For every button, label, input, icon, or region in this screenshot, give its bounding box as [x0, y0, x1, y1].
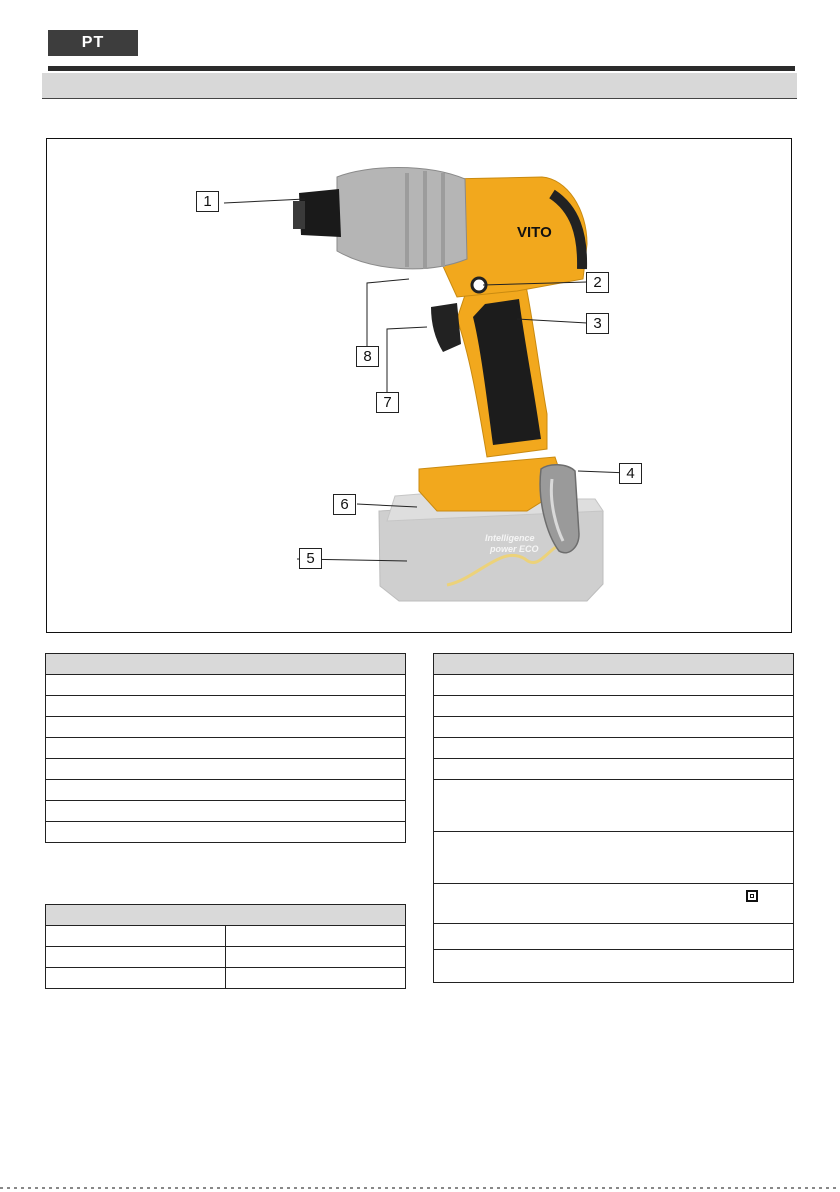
- parts-list-table: [45, 653, 406, 843]
- callout-8: 8: [356, 346, 379, 367]
- table-row: [46, 968, 226, 989]
- specifications-header: [434, 654, 794, 675]
- product-figure: [46, 138, 792, 633]
- table-row: [434, 717, 794, 738]
- callout-4: 4: [619, 463, 642, 484]
- callout-6: 6: [333, 494, 356, 515]
- table-row: [46, 675, 406, 696]
- table-row: [46, 696, 406, 717]
- table-row: [46, 947, 226, 968]
- header-rule: [48, 66, 795, 71]
- callout-2: 2: [586, 272, 609, 293]
- table-row: [46, 926, 226, 947]
- table-row: [46, 738, 406, 759]
- table-row: [434, 832, 794, 884]
- battery-print: Intelligence: [485, 533, 535, 543]
- symbols-table: [45, 904, 406, 989]
- table-row: [434, 696, 794, 717]
- callout-7: 7: [376, 392, 399, 413]
- callout-1: 1: [196, 191, 219, 212]
- brand-logo: VITO: [517, 224, 552, 241]
- table-row: [46, 822, 406, 843]
- table-row: [434, 780, 794, 832]
- impact-driver-illustration: [47, 139, 793, 634]
- table-row: [46, 780, 406, 801]
- table-row: [46, 759, 406, 780]
- hex-chuck: [299, 189, 341, 237]
- section-title-bar: [42, 73, 797, 99]
- table-row: [434, 884, 794, 924]
- specifications-table: [433, 653, 794, 983]
- double-square-icon: [746, 890, 758, 902]
- symbols-header: [46, 905, 406, 926]
- svg-text:power ECO: power ECO: [490, 544, 539, 554]
- page-bottom-edge: [0, 1187, 840, 1189]
- table-row: [434, 738, 794, 759]
- table-row: [434, 675, 794, 696]
- trigger: [431, 303, 461, 352]
- callout-3: 3: [586, 313, 609, 334]
- parts-list-header: [46, 654, 406, 675]
- impact-head: [337, 168, 467, 269]
- table-row: [434, 759, 794, 780]
- table-row: [46, 717, 406, 738]
- language-badge: PT: [48, 30, 138, 56]
- callout-5: 5: [299, 548, 322, 569]
- table-row: [46, 801, 406, 822]
- table-row: [434, 924, 794, 950]
- table-row: [434, 950, 794, 983]
